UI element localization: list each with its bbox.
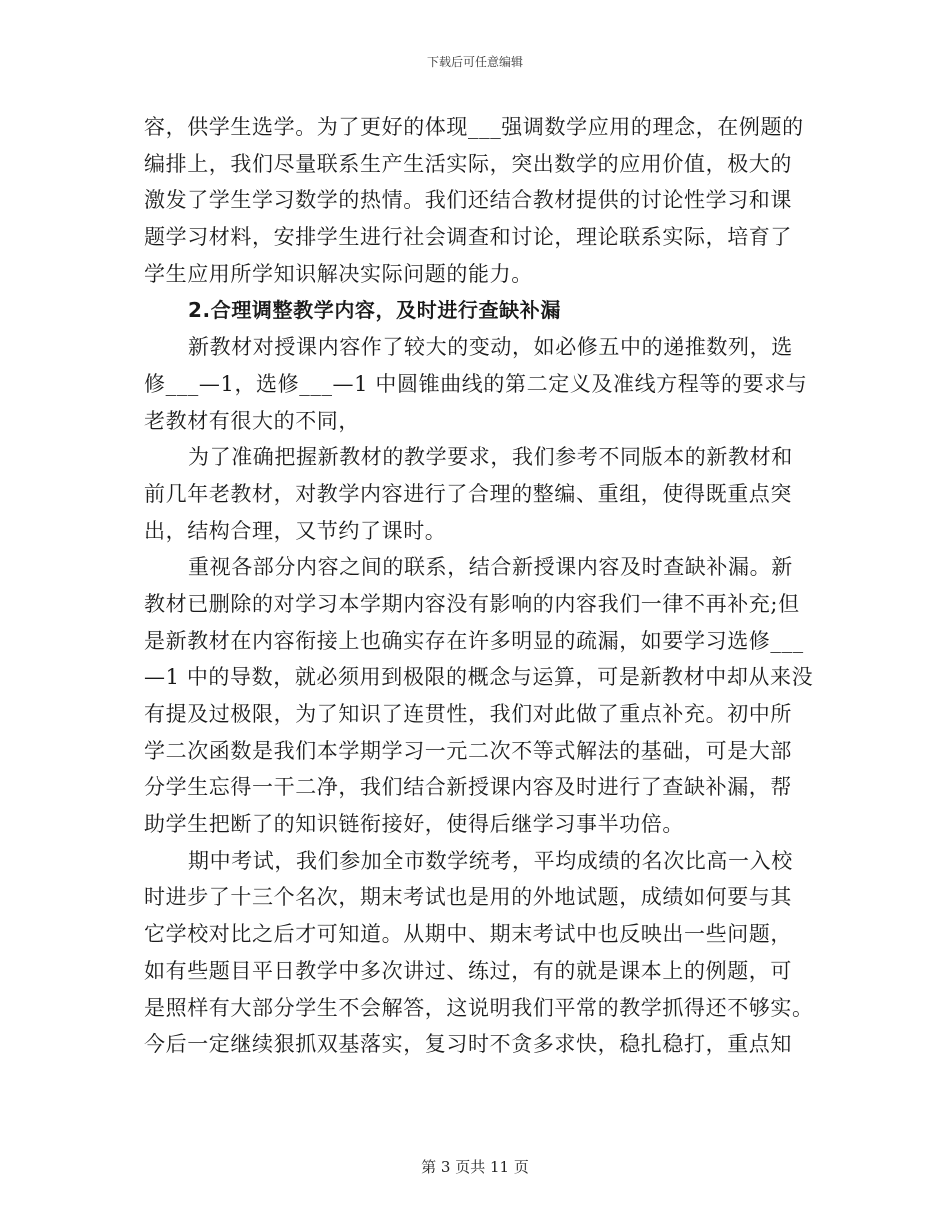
text-line: —1 中的导数，就必须用到极限的概念与运算，可是新教材中却从来没 bbox=[144, 665, 814, 690]
page-header: 下载后可任意编辑 bbox=[426, 55, 523, 69]
text-line: 有提及过极限，为了知识了连贯性，我们对此做了重点补充。初中所 bbox=[144, 702, 792, 726]
text-line: 时进步了十三个名次，期末考试也是用的外地试题，成绩如何要与其 bbox=[144, 885, 792, 910]
text-line: 老教材有很大的不同， bbox=[144, 408, 360, 433]
text-line: 学生应用所学知识解决实际问题的能力。 bbox=[144, 261, 533, 286]
text-line: 分学生忘得一干二净，我们结合新授课内容及时进行了查缺补漏，帮 bbox=[144, 775, 792, 800]
text-line: 重视各部分内容之间的联系，结合新授课内容及时查缺补漏。新 bbox=[188, 555, 793, 580]
text-line: 新教材对授课内容作了较大的变动，如必修五中的递推数列，选 bbox=[188, 335, 793, 360]
text-line: 题学习材料，安排学生进行社会调查和讨论，理论联系实际，培育了 bbox=[144, 225, 792, 250]
text-line: 是照样有大部分学生不会解答，这说明我们平常的教学抓得还不够实。 bbox=[144, 995, 814, 1020]
text-line: 编排上，我们尽量联系生产生活实际，突出数学的应用价值，极大的 bbox=[144, 151, 792, 176]
text-line: 教材已删除的对学习本学期内容没有影响的内容我们一律不再补充;但 bbox=[144, 591, 800, 616]
text-line: 学二次函数是我们本学期学习一元二次不等式解法的基础，可是大部 bbox=[144, 738, 792, 763]
text-line: 出，结构合理，又节约了课时。 bbox=[144, 518, 447, 543]
page-number: 第 3 页共 11 页 bbox=[421, 1158, 529, 1176]
section-heading: 2.合理调整教学内容，及时进行查缺补漏 bbox=[188, 298, 561, 323]
text-line: 助学生把断了的知识链衔接好，使得后继学习事半功倍。 bbox=[144, 812, 684, 837]
text-line: 修___—1，选修___—1 中圆锥曲线的第二定义及准线方程等的要求与 bbox=[144, 371, 808, 396]
document-body bbox=[144, 109, 814, 1063]
text-line: 为了准确把握新教材的教学要求，我们参考不同版本的新教材和 bbox=[188, 445, 793, 470]
text-line: 如有些题目平日教学中多次讲过、练过，有的就是课本上的例题，可 bbox=[144, 958, 792, 983]
text-line: 容，供学生选学。为了更好的体现___强调数学应用的理念，在例题的 bbox=[144, 115, 804, 139]
text-line: 前几年老教材，对教学内容进行了合理的整编、重组，使得既重点突 bbox=[144, 481, 792, 506]
text-line: 激发了学生学习数学的热情。我们还结合教材提供的讨论性学习和课 bbox=[144, 188, 792, 213]
text-line: 今后一定继续狠抓双基落实，复习时不贪多求快，稳扎稳打，重点知 bbox=[144, 1032, 792, 1057]
text-line: 是新教材在内容衔接上也确实存在许多明显的疏漏，如要学习选修___ bbox=[144, 628, 804, 653]
text-line: 期中考试，我们参加全市数学统考，平均成绩的名次比高一入校 bbox=[188, 848, 793, 873]
text-line: 它学校对比之后才可知道。从期中、期末考试中也反映出一些问题， bbox=[144, 922, 792, 947]
